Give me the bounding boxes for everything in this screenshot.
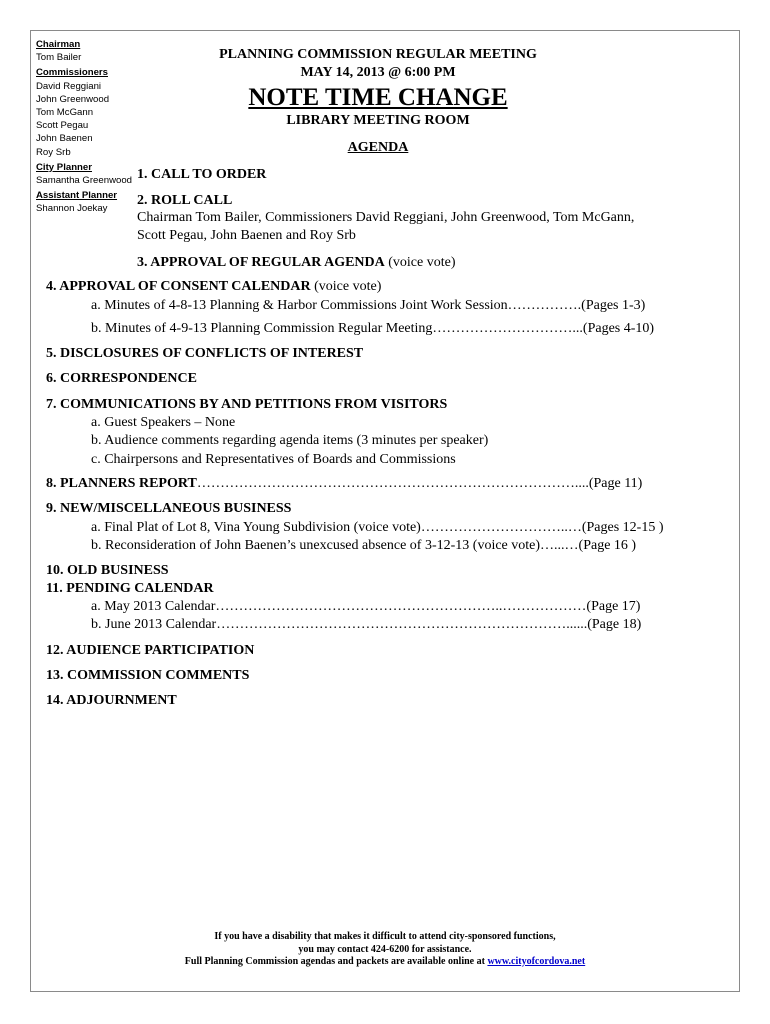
agenda-item-7c: c. Chairpersons and Representatives of Boards and Commissions <box>91 452 456 467</box>
agenda-item-4a: a. Minutes of 4-8-13 Planning & Harbor Commissions Joint Work Session…………….(Pages 1-3) <box>91 298 646 313</box>
agenda-item-4: 4. APPROVAL OF CONSENT CALENDAR (voice vote) <box>46 279 382 294</box>
agenda-item-4b: b. Minutes of 4-9-13 Planning Commission Regular Meeting…………………………...(Pages 4-10) <box>91 321 655 336</box>
meeting-room: LIBRARY MEETING ROOM <box>286 113 470 128</box>
agenda-item-10: 10. OLD BUSINESS <box>46 563 169 578</box>
agenda-item-7: 7. COMMUNICATIONS BY AND PETITIONS FROM VISITORS <box>46 397 448 412</box>
meeting-date-time: MAY 14, 2013 @ 6:00 PM <box>300 65 456 80</box>
city-planner-name: Samantha Greenwood <box>36 175 132 187</box>
agenda-item-11a: a. May 2013 Calendar……………………………………………………..………………(Page 17) <box>91 599 641 614</box>
city-website-link[interactable]: www.cityofcordova.net <box>487 956 586 967</box>
commissioner-name: John Baenen <box>36 133 93 145</box>
assistant-planner-name: Shannon Joekay <box>36 203 108 215</box>
footer-line-2: you may contact 424-6200 for assistance. <box>298 943 472 955</box>
agenda-item-13: 13. COMMISSION COMMENTS <box>46 668 250 683</box>
time-change-notice: NOTE TIME CHANGE <box>248 84 508 111</box>
agenda-item-12: 12. AUDIENCE PARTICIPATION <box>46 643 255 658</box>
roll-call-names-line2: Scott Pegau, John Baenen and Roy Srb <box>137 228 356 243</box>
agenda-item-11b: b. June 2013 Calendar…………………………………………………………………......(Page 18) <box>91 617 642 632</box>
accessibility-footer <box>120 931 650 969</box>
commissioner-name: Scott Pegau <box>36 120 89 132</box>
agenda-item-2: 2. ROLL CALL <box>137 193 233 208</box>
footer-line-3: Full Planning Commission agendas and packets are available online at www.cityofcordova.net <box>184 956 586 967</box>
agenda-item-7a: a. Guest Speakers – None <box>91 415 236 430</box>
footer-line-1: If you have a disability that makes it difficult to attend city-sponsored functions, <box>214 931 556 942</box>
roll-call-names-line1: Chairman Tom Bailer, Commissioners David Reggiani, John Greenwood, Tom McGann, <box>137 210 635 225</box>
agenda-item-9a: a. Final Plat of Lot 8, Vina Young Subdivision (voice vote)…………………………..…(Pages 12-15 ) <box>91 520 664 535</box>
commissioner-name: Roy Srb <box>36 146 71 158</box>
agenda-heading: AGENDA <box>347 140 409 155</box>
agenda-item-14: 14. ADJOURNMENT <box>46 693 177 708</box>
commissioner-name: David Reggiani <box>36 80 102 92</box>
agenda-item-7b: b. Audience comments regarding agenda items (3 minutes per speaker) <box>91 433 489 448</box>
commission-roster <box>36 38 136 216</box>
city-planner-role: City Planner <box>36 161 92 173</box>
chairman-role: Chairman <box>36 39 81 50</box>
agenda-item-5: 5. DISCLOSURES OF CONFLICTS OF INTEREST <box>46 346 364 361</box>
commissioner-name: John Greenwood <box>36 93 110 105</box>
agenda-item-3: 3. APPROVAL OF REGULAR AGENDA (voice vote) <box>137 255 456 270</box>
agenda-item-9b: b. Reconsideration of John Baenen’s unexcused absence of 3-12-13 (voice vote)…...…(Page 16 ) <box>91 538 637 553</box>
meeting-title: PLANNING COMMISSION REGULAR MEETING <box>219 47 537 62</box>
agenda-item-9: 9. NEW/MISCELLANEOUS BUSINESS <box>46 501 292 516</box>
chairman-name: Tom Bailer <box>36 52 82 64</box>
agenda-item-11: 11. PENDING CALENDAR <box>46 581 214 596</box>
assistant-planner-role: Assistant Planner <box>36 190 118 202</box>
commissioner-name: Tom McGann <box>36 107 94 119</box>
agenda-item-1: 1. CALL TO ORDER <box>137 167 267 182</box>
agenda-item-8: 8. PLANNERS REPORT………………………………………………………………………....(Page 11) <box>46 476 643 491</box>
commissioners-role: Commissioners <box>36 67 108 79</box>
agenda-item-6: 6. CORRESPONDENCE <box>46 371 197 386</box>
